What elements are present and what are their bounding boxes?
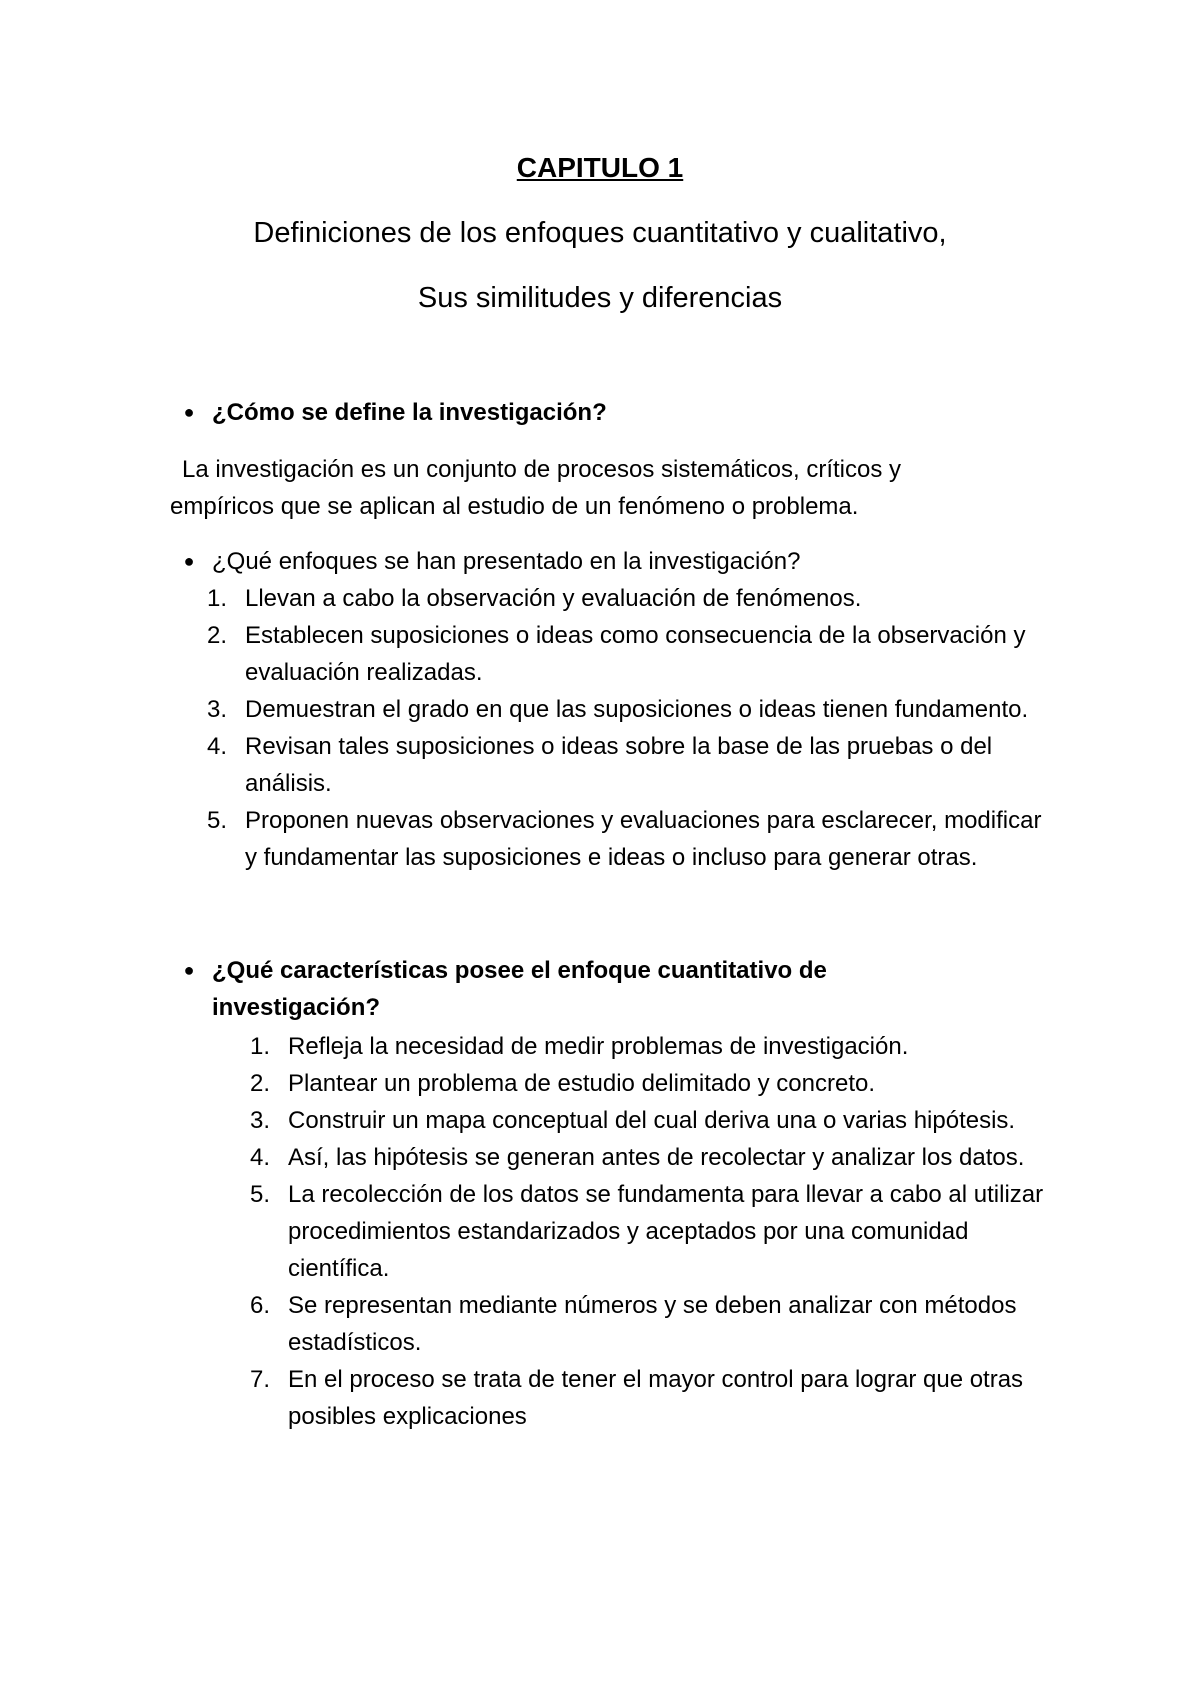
question-3 — [183, 952, 1042, 1026]
chapter-title: CAPITULO 1 — [516, 152, 684, 183]
item-number: 1. — [207, 585, 228, 612]
list-item — [207, 802, 1047, 876]
question-3-line-1: ¿Qué características posee el enfoque cuantitativo de — [212, 957, 827, 984]
item-number: 4. — [250, 1144, 271, 1171]
item-text: Proponen nuevas observaciones y evaluaciones para esclarecer, modificar y fundamentar las suposiciones e ideas o incluso para generar otras. — [245, 807, 1042, 871]
item-number: 3. — [207, 696, 228, 723]
question-3-line-2: investigación? — [212, 994, 381, 1021]
item-text: Establecen suposiciones o ideas como consecuencia de la observación y evaluación realizadas. — [245, 622, 1026, 686]
item-number: 6. — [250, 1292, 271, 1319]
answer-1 — [170, 451, 1050, 525]
answer-1-line-1: La investigación es un conjunto de procesos sistemáticos, críticos y — [182, 456, 902, 483]
list-item — [250, 1065, 1050, 1102]
list-item — [250, 1361, 1050, 1435]
item-text: Refleja la necesidad de medir problemas de investigación. — [288, 1033, 909, 1060]
item-number: 2. — [250, 1070, 271, 1097]
bullet-icon: ● — [183, 551, 195, 571]
item-number: 1. — [250, 1033, 271, 1060]
quantitative-characteristics-list — [250, 1028, 1050, 1435]
list-item — [207, 691, 1047, 728]
bullet-icon: ● — [183, 402, 195, 422]
question-2 — [183, 543, 1042, 580]
list-item — [207, 617, 1047, 691]
list-item — [250, 1176, 1050, 1287]
list-item — [250, 1287, 1050, 1361]
list-item — [250, 1028, 1050, 1065]
item-text: Se representan mediante números y se deben analizar con métodos estadísticos. — [288, 1292, 1017, 1356]
item-text: La recolección de los datos se fundamenta para llevar a cabo al utilizar procedimientos estandarizados y aceptados por una comunidad científica. — [288, 1181, 1044, 1282]
subtitle-line-2: Sus similitudes y diferencias — [417, 282, 783, 314]
item-text: Plantear un problema de estudio delimitado y concreto. — [288, 1070, 876, 1097]
item-number: 3. — [250, 1107, 271, 1134]
item-number: 2. — [207, 622, 228, 649]
item-number: 4. — [207, 733, 228, 760]
list-item — [250, 1102, 1050, 1139]
item-number: 5. — [250, 1181, 271, 1208]
item-text: Demuestran el grado en que las suposiciones o ideas tienen fundamento. — [245, 696, 1029, 723]
list-item — [207, 580, 1047, 617]
item-text: Así, las hipótesis se generan antes de recolectar y analizar los datos. — [288, 1144, 1025, 1171]
list-item — [250, 1139, 1050, 1176]
item-number: 5. — [207, 807, 228, 834]
approaches-list — [207, 580, 1047, 876]
question-2-text: ¿Qué enfoques se han presentado en la investigación? — [212, 548, 801, 575]
question-1-text: ¿Cómo se define la investigación? — [212, 399, 607, 426]
bullet-icon: ● — [183, 960, 195, 980]
subtitle-line-1: Definiciones de los enfoques cuantitativo y cualitativo, — [253, 217, 947, 249]
question-1 — [183, 394, 1042, 431]
list-item — [207, 728, 1047, 802]
item-text: En el proceso se trata de tener el mayor control para lograr que otras posibles explicaciones — [288, 1366, 1024, 1430]
answer-1-line-2: empíricos que se aplican al estudio de un fenómeno o problema. — [170, 493, 859, 520]
item-text: Llevan a cabo la observación y evaluación de fenómenos. — [245, 585, 862, 612]
item-text: Construir un mapa conceptual del cual deriva una o varias hipótesis. — [288, 1107, 1016, 1134]
item-text: Revisan tales suposiciones o ideas sobre la base de las pruebas o del análisis. — [245, 733, 993, 797]
item-number: 7. — [250, 1366, 271, 1393]
